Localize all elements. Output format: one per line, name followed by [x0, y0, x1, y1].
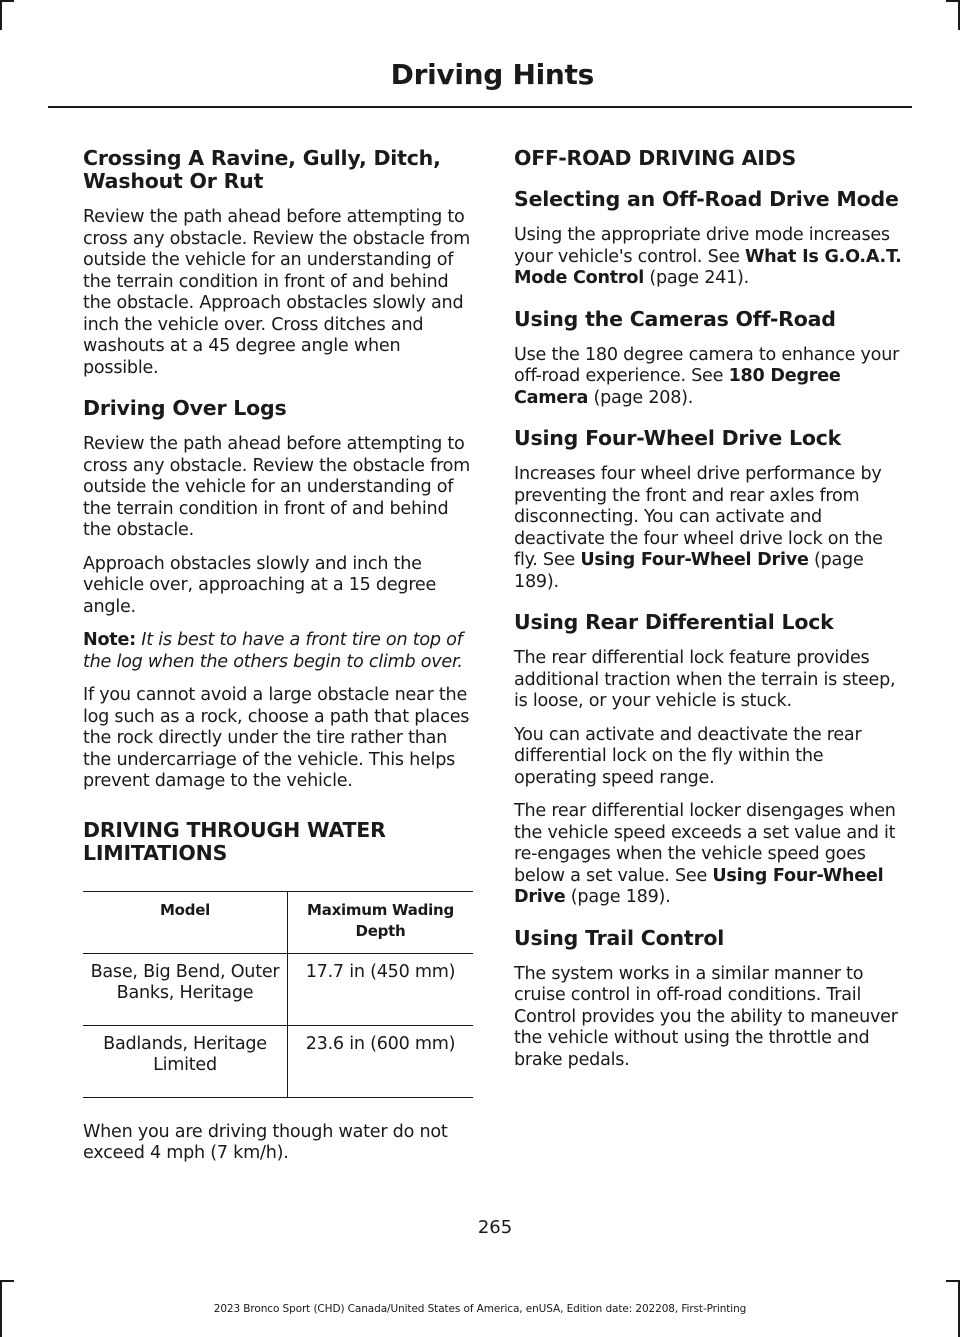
cameras-paragraph [514, 345, 906, 410]
mode-heading: Selecting an Off-Road Drive Mode [514, 187, 899, 211]
diff-text: The rear differential locker disengages when the vehicle speed exceeds a set value and it re-engages when the vehicle speed goes below a set value. See [514, 801, 896, 886]
table-cell-model: Badlands, Heritage Limited [83, 1025, 288, 1097]
table-cell-depth: 23.6 in (600 mm) [288, 1025, 474, 1097]
trail-control-heading: Using Trail Control [514, 925, 725, 950]
fwd-lock-heading: Using Four-Wheel Drive Lock [514, 426, 842, 450]
fwd-page: (page 189). [514, 550, 864, 592]
crop-mark-top-right-h [946, 0, 960, 2]
right-column [514, 147, 906, 1083]
fwd-lock-paragraph [514, 464, 906, 593]
table-row [83, 953, 473, 1025]
note-label: Note: [83, 630, 136, 650]
cameras-heading: Using the Cameras Off-Road [514, 306, 836, 331]
crop-mark-bottom-left-h [0, 1280, 14, 1282]
logs-note [83, 630, 475, 673]
fwd-link[interactable]: Using Four-Wheel Drive [580, 550, 809, 570]
logs-paragraph-1: Review the path ahead before attempting to cross any obstacle. Review the obstacle from outside the vehicle for an understanding of the terrain condition in front of and behind the obstacle. [83, 434, 471, 540]
trail-paragraph: The system works in a similar manner to cruise control in off-road conditions. Trail Control provides you the ability to maneuver the vehicle without using the throttle and brake pedals. [514, 963, 898, 1070]
table-header-row [83, 891, 473, 953]
mode-page: (page 241). [643, 268, 750, 288]
logs-heading: Driving Over Logs [83, 396, 287, 420]
crop-mark-top-left-h [0, 0, 14, 2]
table-cell-depth: 17.7 in (450 mm) [288, 953, 474, 1025]
footer-edition: 2023 Bronco Sport (CHD) Canada/United States of America, enUSA, Edition date: 202208, First-Printing [213, 1303, 747, 1315]
header-divider [48, 106, 912, 108]
ravine-paragraph: Review the path ahead before attempting to cross any obstacle. Review the obstacle from outside the vehicle for an understanding of the terrain condition in front of and behind the obstacle. Approach obstacles slowly and inch the vehicle over. Cross ditches and washouts at a 45 degree angle when possible. [83, 207, 471, 378]
crop-mark-bottom-right-h [946, 1280, 960, 1282]
ravine-heading: Crossing A Ravine, Gully, Ditch, Washout Or Rut [83, 146, 441, 193]
wading-depth-table [83, 891, 473, 1098]
page-number: 265 [477, 1217, 513, 1238]
crop-mark-top-left [0, 0, 2, 30]
mode-paragraph [514, 225, 906, 290]
table-header-model: Model [83, 891, 288, 953]
cameras-link[interactable]: 180 Degree Camera [514, 366, 841, 408]
mode-text: Using the appropriate drive mode increases your vehicle's control. See [514, 225, 890, 267]
diff-paragraph-1: The rear differential lock feature provides additional traction when the terrain is steep, is loose, or your vehicle is stuck. [514, 648, 896, 711]
note-text: It is best to have a front tire on top of the log when the others begin to climb over. [83, 630, 463, 672]
diff-page: (page 189). [565, 887, 671, 907]
aids-heading: OFF-ROAD DRIVING AIDS [514, 146, 797, 170]
table-row [83, 1025, 473, 1097]
left-column [83, 147, 475, 1177]
diff-paragraph-3 [514, 801, 906, 909]
mode-link[interactable]: What Is G.O.A.T. Mode Control [514, 246, 902, 288]
logs-paragraph-2: Approach obstacles slowly and inch the vehicle over, approaching at a 15 degree angle. [83, 553, 437, 617]
cameras-page: (page 208). [588, 387, 694, 408]
water-heading: DRIVING THROUGH WATER LIMITATIONS [83, 817, 386, 865]
diff-paragraph-2: You can activate and deactivate the rear differential lock on the fly within the operating speed range. [514, 724, 862, 788]
logs-paragraph-3: If you cannot avoid a large obstacle near the log such as a rock, choose a path that places the rock directly under the tire rather than the undercarriage of the vehicle. This helps prevent damage to the vehicle. [83, 685, 470, 791]
water-paragraph: When you are driving though water do not exceed 4 mph (7 km/h). [83, 1121, 448, 1163]
fwd-text: Increases four wheel drive performance by preventing the front and rear axles from disconnecting. You can activate and deactivate the four wheel drive lock on the fly. See [514, 464, 883, 570]
diff-link[interactable]: Using Four-Wheel Drive [514, 865, 884, 907]
page-title: Driving Hints [390, 58, 594, 91]
cameras-text: Use the 180 degree camera to enhance your off-road experience. See [514, 344, 900, 386]
diff-lock-heading: Using Rear Differential Lock [514, 610, 834, 634]
table-header-depth: Maximum Wading Depth [288, 891, 474, 953]
table-cell-model: Base, Big Bend, Outer Banks, Heritage [83, 953, 288, 1025]
